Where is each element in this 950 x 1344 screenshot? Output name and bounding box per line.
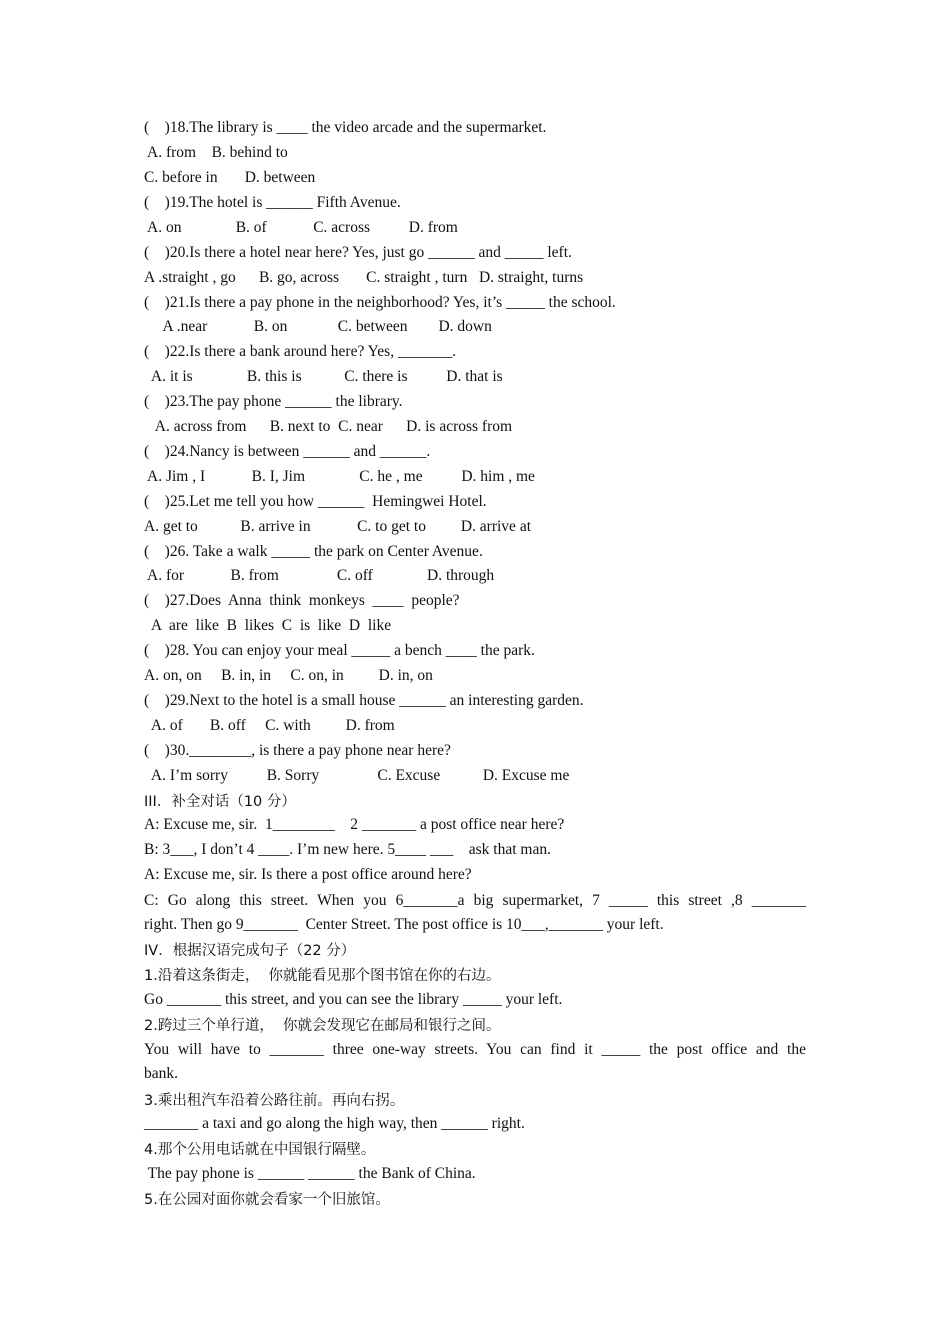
question-21: ( )21.Is there a pay phone in the neighborhood? Yes, it’s _____ the school.	[144, 294, 616, 311]
question-30: ( )30.________, is there a pay phone near here?	[144, 742, 451, 759]
question-20-options: A .straight , go B. go, across C. straight , turn D. straight, turns	[144, 269, 584, 286]
dialogue-line-b: B: 3___, I don’t 4 ____. I’m new here. 5____ ___ ask that man.	[144, 841, 551, 858]
question-18-options-cd: C. before in D. between	[144, 169, 316, 186]
sentence-3-chinese: 3.乘出租汽车沿着公路往前。再向右拐。	[144, 1093, 405, 1109]
question-26-options: A. for B. from C. off D. through	[144, 567, 495, 584]
question-24-options: A. Jim , I B. I, Jim C. he , me D. him , me	[144, 468, 535, 485]
question-18-options-ab: A. from B. behind to	[144, 144, 288, 161]
question-22-options: A. it is B. this is C. there is D. that is	[144, 368, 503, 385]
question-28: ( )28. You can enjoy your meal _____ a bench ____ the park.	[144, 642, 535, 659]
sentence-2-english-continued: bank.	[144, 1065, 179, 1082]
question-25: ( )25.Let me tell you how ______ Hemingwei Hotel.	[144, 493, 487, 510]
question-23-options: A. across from B. next to C. near D. is across from	[144, 418, 513, 435]
question-27-options: A are like B likes C is like D like	[144, 617, 392, 634]
dialogue-line-c-continued: right. Then go 9_______ Center Street. The post office is 10___,_______ your left.	[144, 916, 664, 933]
sentence-1-chinese: 1.沿着这条街走， 你就能看见那个图书馆在你的右边。	[144, 968, 501, 984]
sentence-1-english: Go _______ this street, and you can see the library _____ your left.	[144, 991, 563, 1008]
question-27: ( )27.Does Anna think monkeys ____ people?	[144, 592, 460, 609]
sentence-2-chinese: 2.跨过三个单行道， 你就会发现它在邮局和银行之间。	[144, 1018, 501, 1034]
section-iv-heading: IV．根据汉语完成句子（22 分）	[144, 943, 356, 959]
question-30-options: A. I’m sorry B. Sorry C. Excuse D. Excuse me	[144, 767, 570, 784]
dialogue-line-c: C: Go along this street. When you 6_______a big supermarket, 7 _____ this street ,8 _______	[144, 892, 806, 909]
sentence-4-chinese: 4.那个公用电话就在中国银行隔壁。	[144, 1142, 376, 1158]
sentence-2-english: You will have to _______ three one-way streets. You can find it _____ the post office and the	[144, 1041, 806, 1058]
sentence-4-english: The pay phone is ______ ______ the Bank of China.	[144, 1165, 476, 1182]
question-18: ( )18.The library is ____ the video arcade and the supermarket.	[144, 119, 547, 136]
question-22: ( )22.Is there a bank around here? Yes, _______.	[144, 343, 457, 360]
question-28-options: A. on, on B. in, in C. on, in D. in, on	[144, 667, 433, 684]
question-19: ( )19.The hotel is ______ Fifth Avenue.	[144, 194, 401, 211]
question-19-options: A. on B. of C. across D. from	[144, 219, 458, 236]
question-29: ( )29.Next to the hotel is a small house ______ an interesting garden.	[144, 692, 584, 709]
question-20: ( )20.Is there a hotel near here? Yes, just go ______ and _____ left.	[144, 244, 572, 261]
sentence-5-chinese: 5.在公园对面你就会看家一个旧旅馆。	[144, 1192, 390, 1208]
section-iii-heading: III．补全对话（10 分）	[144, 794, 296, 810]
question-24: ( )24.Nancy is between ______ and ______.	[144, 443, 431, 460]
question-21-options: A .near B. on C. between D. down	[144, 318, 492, 335]
dialogue-line-a2: A: Excuse me, sir. Is there a post office around here?	[144, 866, 472, 883]
question-26: ( )26. Take a walk _____ the park on Center Avenue.	[144, 543, 483, 560]
dialogue-line-a1: A: Excuse me, sir. 1________ 2 _______ a post office near here?	[144, 816, 565, 833]
question-29-options: A. of B. off C. with D. from	[144, 717, 395, 734]
question-25-options: A. get to B. arrive in C. to get to D. arrive at	[144, 518, 532, 535]
question-23: ( )23.The pay phone ______ the library.	[144, 393, 403, 410]
sentence-3-english: _______ a taxi and go along the high way, then ______ right.	[144, 1115, 525, 1132]
